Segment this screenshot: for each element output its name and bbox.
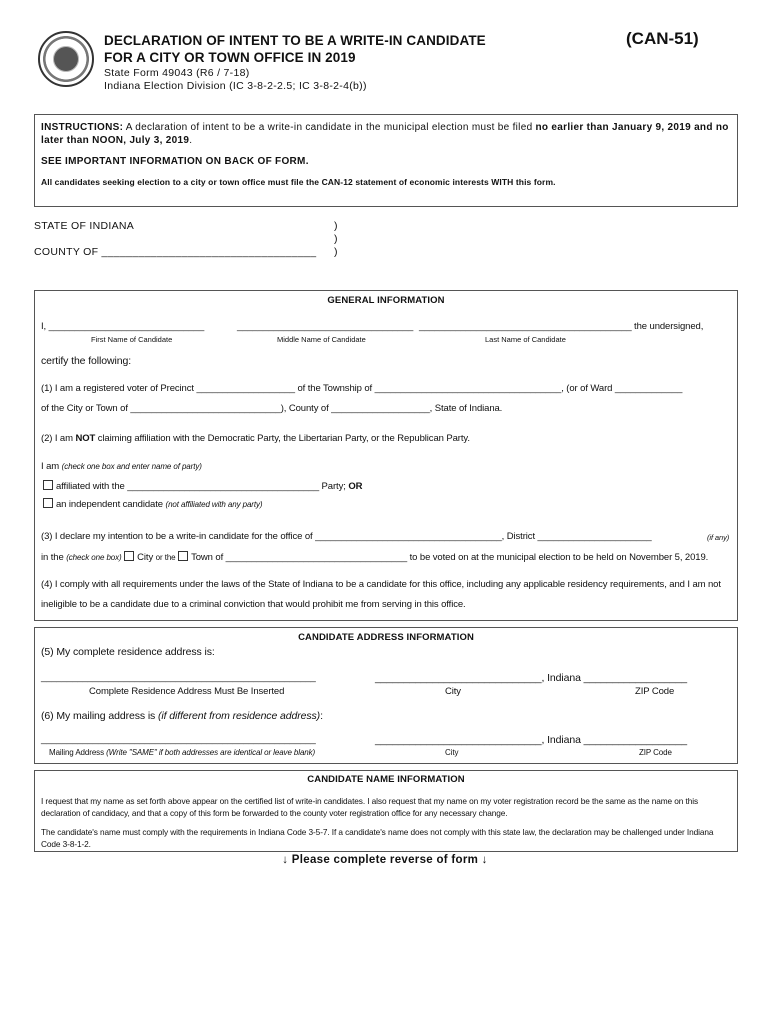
mailing-caption: Mailing Address (Write "SAME" if both addresses are identical or leave blank) [49, 748, 316, 757]
venue-paren: ) [334, 246, 338, 258]
county-of-field[interactable]: COUNTY OF ___________________________________ [34, 246, 317, 258]
name-section [34, 770, 738, 852]
item4-line-a: (4) I comply with all requirements under the laws of the State of Indiana to be a candidate for this office, including any applicable residency requirements, and I am not [41, 579, 721, 590]
state-form-number: State Form 49043 (R6 / 7-18) [104, 67, 250, 79]
last-name-field[interactable]: _________________________________________ the undersigned, [419, 321, 704, 332]
mailing-label: (6) My mailing address is (if different from residence address): [41, 710, 323, 722]
item4-line-b: ineligible to be a candidate due to a criminal conviction that would prohibit me from serving in this office. [41, 599, 466, 610]
name-compliance-paragraph: The candidate's name must comply with the requirements in Indiana Code 3-5-7. If a candidate's name does not comply with this state law, the declaration may be challenged under Indiana Code 3-8-1-2. [41, 827, 714, 849]
item1-line-b[interactable]: of the City or Town of _____________________________), County of ___________________, State of Indiana. [41, 403, 503, 414]
residence-address-field[interactable]: _____________________________________________________ [41, 672, 316, 683]
affiliated-option[interactable]: affiliated with the _____________________________________ Party; OR [43, 480, 362, 492]
town-checkbox[interactable] [178, 551, 188, 561]
residence-city-zip-field[interactable]: _____________________________, Indiana __________________ [375, 672, 687, 684]
first-name-field[interactable]: I, ______________________________ [41, 321, 205, 332]
mailing-zip-caption: ZIP Code [639, 748, 672, 757]
general-information-section [34, 290, 738, 621]
city-caption: City [445, 686, 461, 697]
certify-text: certify the following: [41, 355, 132, 367]
name-request-paragraph: I request that my name as set forth above appear on the certified list of write-in candidates. I also request that my name on my voter registration record be the same as the name on this declaration of candidacy, and that a copy of this form be forwarded to the county voter registration office for any necessary change. [41, 796, 699, 818]
form-title: DECLARATION OF INTENT TO BE A WRITE-IN CANDIDATE FOR A CITY OR TOWN OFFICE IN 2019 [104, 33, 486, 65]
see-back-notice: SEE IMPORTANT INFORMATION ON BACK OF FORM. [41, 156, 309, 167]
residence-label: (5) My complete residence address is: [41, 646, 215, 658]
state-seal-icon [38, 31, 94, 87]
mailing-address-field[interactable]: _____________________________________________________ [41, 734, 316, 745]
city-checkbox[interactable] [124, 551, 134, 561]
middle-name-caption: Middle Name of Candidate [277, 335, 366, 344]
last-name-caption: Last Name of Candidate [485, 335, 566, 344]
instructions-box: INSTRUCTIONS: A declaration of intent to be a write-in candidate in the municipal election must be filed no earlier than January 9, 2019 and no later than NOON, July 3, 2019. SEE IMPORTANT INFORMATION ON BACK OF FORM. All candidates seeking election to a city or town office must file the CAN-12 statement of economic interests WITH this form. [34, 114, 738, 207]
item3-line-a[interactable]: (3) I declare my intention to be a write-in candidate for the office of ____________________________________, District ______________________ [41, 531, 652, 542]
if-any-note: (if any) [707, 533, 730, 542]
address-section [34, 627, 738, 764]
election-division: Indiana Election Division (IC 3-8-2-2.5; IC 3-8-2-4(b)) [104, 80, 367, 92]
reverse-notice: ↓ Please complete reverse of form ↓ [282, 854, 488, 866]
mailing-city-zip-field[interactable]: _____________________________, Indiana __________________ [375, 734, 687, 746]
independent-option[interactable]: an independent candidate (not affiliated with any party) [43, 498, 262, 510]
venue-paren: ) [334, 233, 338, 245]
independent-checkbox[interactable] [43, 498, 53, 508]
state-of-indiana: STATE OF INDIANA [34, 220, 135, 232]
residence-caption: Complete Residence Address Must Be Inserted [89, 686, 285, 697]
first-name-caption: First Name of Candidate [91, 335, 173, 344]
item1-line-a[interactable]: (1) I am a registered voter of Precinct ___________________ of the Township of ____________________________________, (or of Ward _____________ [41, 383, 683, 394]
name-heading: CANDIDATE NAME INFORMATION [307, 774, 465, 785]
middle-name-field[interactable]: __________________________________ [237, 321, 414, 332]
general-heading: GENERAL INFORMATION [327, 295, 445, 306]
iam-text: I am (check one box and enter name of party) [41, 461, 202, 472]
address-heading: CANDIDATE ADDRESS INFORMATION [298, 632, 474, 643]
form-code: (CAN-51) [626, 29, 699, 48]
can12-notice: All candidates seeking election to a city or town office must file the CAN-12 statement of economic interests WITH this form. [41, 177, 556, 187]
affiliated-checkbox[interactable] [43, 480, 53, 490]
item2-text: (2) I am NOT claiming affiliation with the Democratic Party, the Libertarian Party, or the Republican Party. [41, 433, 470, 444]
venue-paren: ) [334, 220, 338, 232]
item3-line-b[interactable]: in the (check one box) City or the Town of ___________________________________ to be voted on at the municipal election to be held on November 5, 2019. [41, 552, 709, 563]
mailing-city-caption: City [445, 748, 459, 757]
zip-caption: ZIP Code [635, 686, 675, 697]
